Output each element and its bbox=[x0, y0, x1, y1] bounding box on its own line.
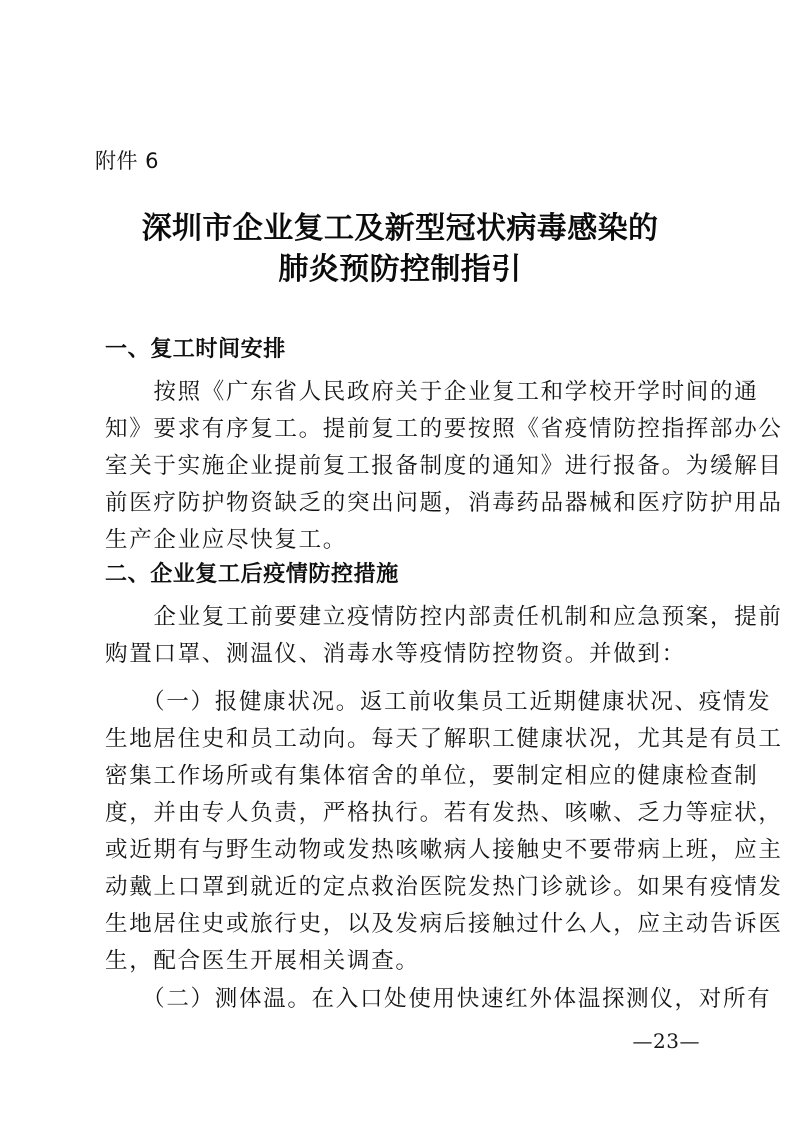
body-line: 购置口罩、测温仪、消毒水等疫情防控物资。并做到： bbox=[105, 641, 686, 667]
page-number: —23— bbox=[632, 1029, 700, 1053]
section-heading-2: 二、企业复工后疫情防控措施 bbox=[105, 562, 399, 587]
body-line: 度，并由专人负责，严格执行。若有发热、咳嗽、乏力等症状， bbox=[105, 800, 783, 826]
page-title-line-1: 深圳市企业复工及新型冠状病毒感染的 bbox=[141, 211, 659, 246]
body-line: 生地居住史或旅行史，以及发病后接触过什么人，应主动告诉医 bbox=[105, 911, 783, 937]
body-line: 室关于实施企业提前复工报备制度的通知》进行报备。为缓解目 bbox=[105, 453, 783, 479]
attachment-label: 附件 6 bbox=[95, 149, 160, 173]
body-line: 动戴上口罩到就近的定点救治医院发热门诊就诊。如果有疫情发 bbox=[105, 874, 783, 900]
body-line: 密集工作场所或有集体宿舍的单位，要制定相应的健康检查制 bbox=[105, 763, 759, 789]
body-line: 生，配合医生开展相关调查。 bbox=[105, 948, 420, 974]
body-line: 生产企业应尽快复工。 bbox=[105, 527, 348, 553]
body-line: 生地居住史和员工动向。每天了解职工健康状况，尤其是有员工 bbox=[105, 726, 783, 752]
page-title bbox=[100, 208, 700, 290]
section-heading-1: 一、复工时间安排 bbox=[105, 337, 286, 362]
body-line: 按照《广东省人民政府关于企业复工和学校开学时间的通 bbox=[105, 379, 759, 405]
page-title-line-2: 肺炎预防控制指引 bbox=[278, 252, 522, 287]
body-line: 前医疗防护物资缺乏的突出问题，消毒药品器械和医疗防护用品 bbox=[105, 490, 783, 516]
body-line: （二）测体温。在入口处使用快速红外体温探测仪，对所有 bbox=[105, 986, 772, 1012]
body-line: 企业复工前要建立疫情防控内部责任机制和应急预案，提前 bbox=[105, 604, 783, 630]
body-line: 或近期有与野生动物或发热咳嗽病人接触史不要带病上班，应主 bbox=[105, 837, 783, 863]
body-line: 知》要求有序复工。提前复工的要按照《省疫情防控指挥部办公 bbox=[105, 416, 783, 442]
body-line: （一）报健康状况。返工前收集员工近期健康状况、疫情发 bbox=[105, 689, 772, 715]
